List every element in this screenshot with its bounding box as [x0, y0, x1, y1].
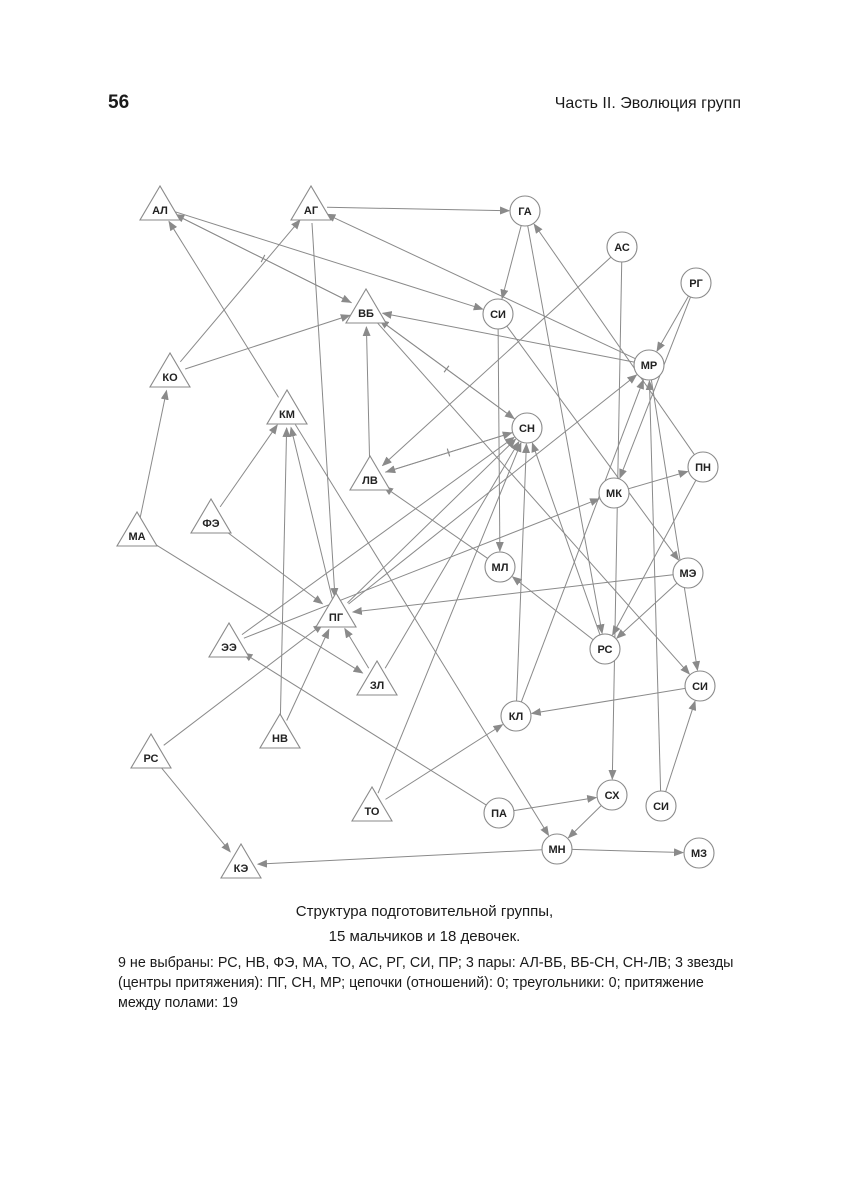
- edge-t_km-to-c_mn: [295, 425, 548, 836]
- edge-t_al-to-c_si1: [175, 212, 482, 309]
- edge-t_to-to-c_kl: [385, 725, 502, 800]
- edge-t_fe-to-t_pg: [224, 530, 323, 604]
- page-number: 56: [108, 92, 130, 113]
- edge-c_sh-to-c_mn: [568, 806, 601, 838]
- node-t_ke: [221, 844, 261, 878]
- figure-note: 9 не выбраны: РС, НВ, ФЭ, МА, ТО, АС, РГ, СИ, ПР; 3 пары: АЛ-ВБ, ВБ-СН, СН-ЛВ; 3 звезды (центры притяжения): ПГ, СН, МР; цепочки (отношений): 0; треугольники: 0; притяжение между полами: 19: [118, 955, 734, 1011]
- node-label: СИ: [490, 309, 506, 321]
- node-label: НВ: [272, 733, 288, 745]
- node-t_vb: [346, 289, 386, 323]
- edge-c_rs-to-c_sn: [532, 443, 600, 635]
- pair-tick-c_sn-t_vb: [444, 366, 449, 372]
- node-label: ГА: [518, 206, 532, 218]
- node-t_rs: [131, 734, 171, 768]
- edge-c_mk-to-c_pn: [628, 471, 687, 488]
- edge-t_to-to-c_sn: [378, 443, 524, 793]
- edge-t_ag-to-c_ga: [327, 207, 509, 210]
- node-c_rg: [681, 268, 711, 298]
- node-c_ga: [510, 196, 540, 226]
- node-label: ВБ: [358, 308, 374, 320]
- node-label: ТО: [364, 806, 380, 818]
- edge-c_mn-to-c_mz: [572, 849, 683, 852]
- edge-t_km-to-t_al: [169, 221, 279, 397]
- node-t_pg: [316, 593, 356, 627]
- node-c_sh: [597, 780, 627, 810]
- edge-c_kl-to-c_sn: [517, 444, 527, 701]
- edge-t_ko-to-t_ag: [180, 220, 300, 362]
- node-label: АЛ: [152, 205, 168, 217]
- edge-t_nv-to-t_pg: [287, 629, 329, 720]
- node-label: ЭЭ: [221, 642, 237, 654]
- edge-t_ee-to-c_mk: [244, 499, 599, 638]
- edge-t_rs-to-t_ke: [161, 767, 230, 851]
- node-t_ma: [117, 512, 157, 546]
- node-c_mr: [634, 350, 664, 380]
- edge-c_si3-to-c_si2: [666, 701, 695, 792]
- node-label: СИ: [653, 801, 669, 813]
- edge-c_me-to-t_pg: [353, 575, 673, 612]
- node-label: КЭ: [233, 863, 249, 875]
- node-label: ФЭ: [202, 518, 220, 530]
- node-label: КМ: [279, 409, 295, 421]
- node-c_mn: [542, 834, 572, 864]
- edge-c_rs-to-c_ml: [513, 577, 594, 640]
- pair-tick-t_vb-t_al: [261, 255, 265, 262]
- node-c_me: [673, 558, 703, 588]
- edge-t_ma-to-t_ko: [140, 391, 166, 518]
- node-c_pn: [688, 452, 718, 482]
- node-label: ПН: [695, 462, 711, 474]
- node-label: СН: [519, 423, 535, 435]
- node-label: ПГ: [328, 612, 344, 624]
- edge-c_ml-to-t_lv: [384, 487, 488, 559]
- node-t_fe: [191, 499, 231, 533]
- node-t_nv: [260, 714, 300, 748]
- node-label: МР: [640, 360, 658, 372]
- node-label: СИ: [692, 681, 708, 693]
- node-c_as: [607, 232, 637, 262]
- node-t_lv: [350, 456, 390, 490]
- node-label: ЗЛ: [369, 680, 385, 692]
- node-label: МЗ: [690, 848, 708, 860]
- node-t_to: [352, 787, 392, 821]
- edge-t_vb-to-t_al: [175, 215, 351, 303]
- edge-t_nv-to-t_km: [280, 428, 286, 719]
- node-t_km: [267, 390, 307, 424]
- node-label: РС: [143, 753, 159, 765]
- node-c_si2: [685, 671, 715, 701]
- figure-caption-line1: Структура подготовительной группы,: [295, 903, 554, 920]
- node-c_si1: [483, 299, 513, 329]
- edge-c_mr-to-c_si2: [651, 380, 697, 670]
- node-label: МЭ: [679, 568, 697, 580]
- edges-layer: [140, 207, 697, 864]
- running-head: Часть II. Эволюция групп: [554, 95, 741, 112]
- edge-t_ag-to-t_pg: [312, 223, 335, 597]
- node-label: АС: [614, 242, 630, 254]
- node-t_zl: [357, 661, 397, 695]
- node-c_si3: [646, 791, 676, 821]
- nodes-layer: [117, 186, 718, 878]
- node-label: ЛВ: [362, 475, 378, 487]
- node-label: КЛ: [508, 711, 524, 723]
- node-label: АГ: [303, 205, 319, 217]
- node-label: РГ: [689, 278, 703, 290]
- node-c_sn: [512, 413, 542, 443]
- node-c_mz: [684, 838, 714, 868]
- node-c_kl: [501, 701, 531, 731]
- node-label: РС: [597, 644, 613, 656]
- edge-c_ga-to-c_si1: [502, 226, 521, 299]
- node-label: МА: [128, 531, 146, 543]
- node-label: ПА: [491, 808, 507, 820]
- node-c_mk: [599, 478, 629, 508]
- node-label: КО: [162, 372, 178, 384]
- edge-c_as-to-c_sh: [612, 262, 621, 779]
- node-label: МН: [548, 844, 566, 856]
- edge-c_si2-to-c_kl: [532, 688, 685, 713]
- node-c_rs: [590, 634, 620, 664]
- edge-t_lv-to-t_vb: [366, 327, 369, 461]
- edge-t_fe-to-t_km: [220, 425, 277, 507]
- node-t_al: [140, 186, 180, 220]
- edge-c_rg-to-c_mk: [620, 297, 691, 478]
- edge-c_mr-to-t_ag: [326, 214, 635, 358]
- node-t_ee: [209, 623, 249, 657]
- edge-t_rs-to-t_pg: [164, 624, 323, 745]
- node-c_ml: [485, 552, 515, 582]
- node-c_pa: [484, 798, 514, 828]
- figure-caption-line2: 15 мальчиков и 18 девочек.: [328, 928, 521, 945]
- node-label: СХ: [604, 790, 620, 802]
- edge-t_zl-to-t_pg: [345, 629, 369, 669]
- node-label: МК: [606, 488, 622, 500]
- node-label: МЛ: [491, 562, 509, 574]
- edge-c_mn-to-t_ke: [258, 850, 542, 864]
- edge-c_si1-to-c_ml: [498, 329, 500, 551]
- edge-c_si3-to-c_mr: [649, 381, 660, 791]
- node-t_ag: [291, 186, 331, 220]
- edge-t_ko-to-t_vb: [185, 315, 350, 369]
